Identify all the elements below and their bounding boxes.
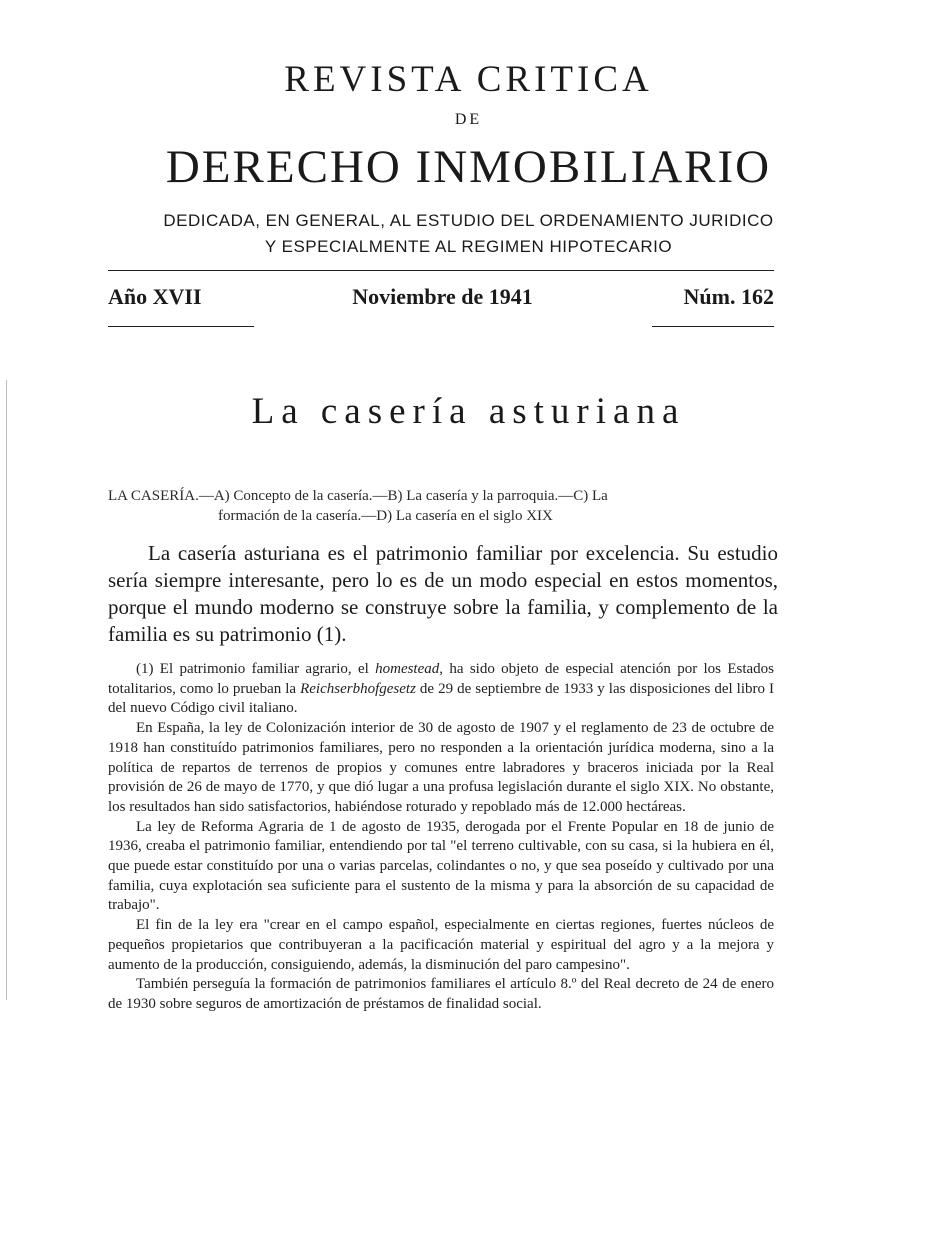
journal-title-de: DE [454,111,483,128]
issue-number: Núm. 162 [683,284,774,309]
journal-subject: DERECHO INMOBILIARIO [165,141,772,193]
article-title: La casería asturiana [251,391,686,432]
issue-info-row [108,284,774,310]
summary-line-1: LA CASERÍA.—A) Concepto de la casería.—B) La casería y la parroquia.—C) La [108,488,608,504]
footnote-1-term-law: Reichserbhofgesetz [300,680,416,697]
footnotes [108,660,774,1015]
scan-margin-rule [6,380,7,1000]
footnote-1-prefix: (1) El patrimonio familiar agrario, el [136,661,376,677]
dedication-line-2: Y ESPECIALMENTE AL REGIMEN HIPOTECARIO [264,237,673,256]
summary-line-2: formación de la casería.—D) La casería en el siglo XIX [218,508,553,524]
dedication-line-1: DEDICADA, EN GENERAL, AL ESTUDIO DEL ORDENAMIENTO JURIDICO [163,211,774,230]
lead-paragraph: La casería asturiana es el patrimonio familiar por excelencia. Su estudio sería siempre interesante, pero lo es de un modo especial en estos momentos, porque el mundo moderno se construye sobre la familia, y complemento de la familia es su patrimonio (1). [108,541,778,646]
footnote-paragraph-4: El fin de la ley era "crear en el campo español, especialmente en ciertas regiones, fuertes núcleos de pequeños propietarios que contribuyeran a la pacificación material y espiritual del agro y a la mejora y aumento de la producción, consiguiendo, además, la disminución del paro campesino". [108,917,774,973]
footnote-paragraph-2: En España, la ley de Colonización interior de 30 de agosto de 1907 y el reglamento de 23 de octubre de 1918 han constituído patrimonios familiares, pero no responden a la orientación jurídica moderna, sino a la política de repartos de terrenos de propios y comunes entre labradores y braceros iniciada por la Real provisión de 26 de mayo de 1770, y que dió lugar a una profusa legislación durante el siglo XIX. No obstante, los resultados han sido satisfactorios, habiéndose roturado y repoblado más de 12.000 hectáreas. [108,720,774,815]
masthead-divider [108,270,774,271]
footnote-1-term-homestead: homestead [375,661,440,677]
footnote-1-suffix: de 29 de septiembre de 1933 y las disposiciones del libro I del nuevo Código civil italiano. [108,680,775,717]
footnote-paragraph-5: También perseguía la formación de patrimonios familiares el artículo 8.º del Real decreto de 24 de enero de 1930 sobre seguros de amortización de préstamos de finalidad social. [108,976,774,1012]
issue-year: Año XVII [108,284,202,309]
journal-title: REVISTA CRITICA [284,59,653,100]
footnote-paragraph-3: La ley de Reforma Agraria de 1 de agosto de 1935, derogada por el Frente Popular en 18 de junio de 1936, creaba el patrimonio familiar, entendiendo por tal "el terreno cultivable, con su casa, si la hubiera en él, que puede estar constituído por una o varias parcelas, colindantes o no, y que sea poseído y cultivado por una familia, cuya explotación sea suficiente para el sustento de la misma y para la absorción de su capacidad de trabajo". [108,818,774,914]
issue-underline-right [652,326,774,327]
journal-dedication [0,208,937,260]
article-summary [108,486,778,526]
issue-date: Noviembre de 1941 [352,284,533,309]
footnote-1 [108,660,774,719]
issue-underline-left [108,326,254,327]
footnote-1-middle: , ha sido objeto de especial atención por los Estados totalitarios, como lo prueban la [108,661,774,697]
